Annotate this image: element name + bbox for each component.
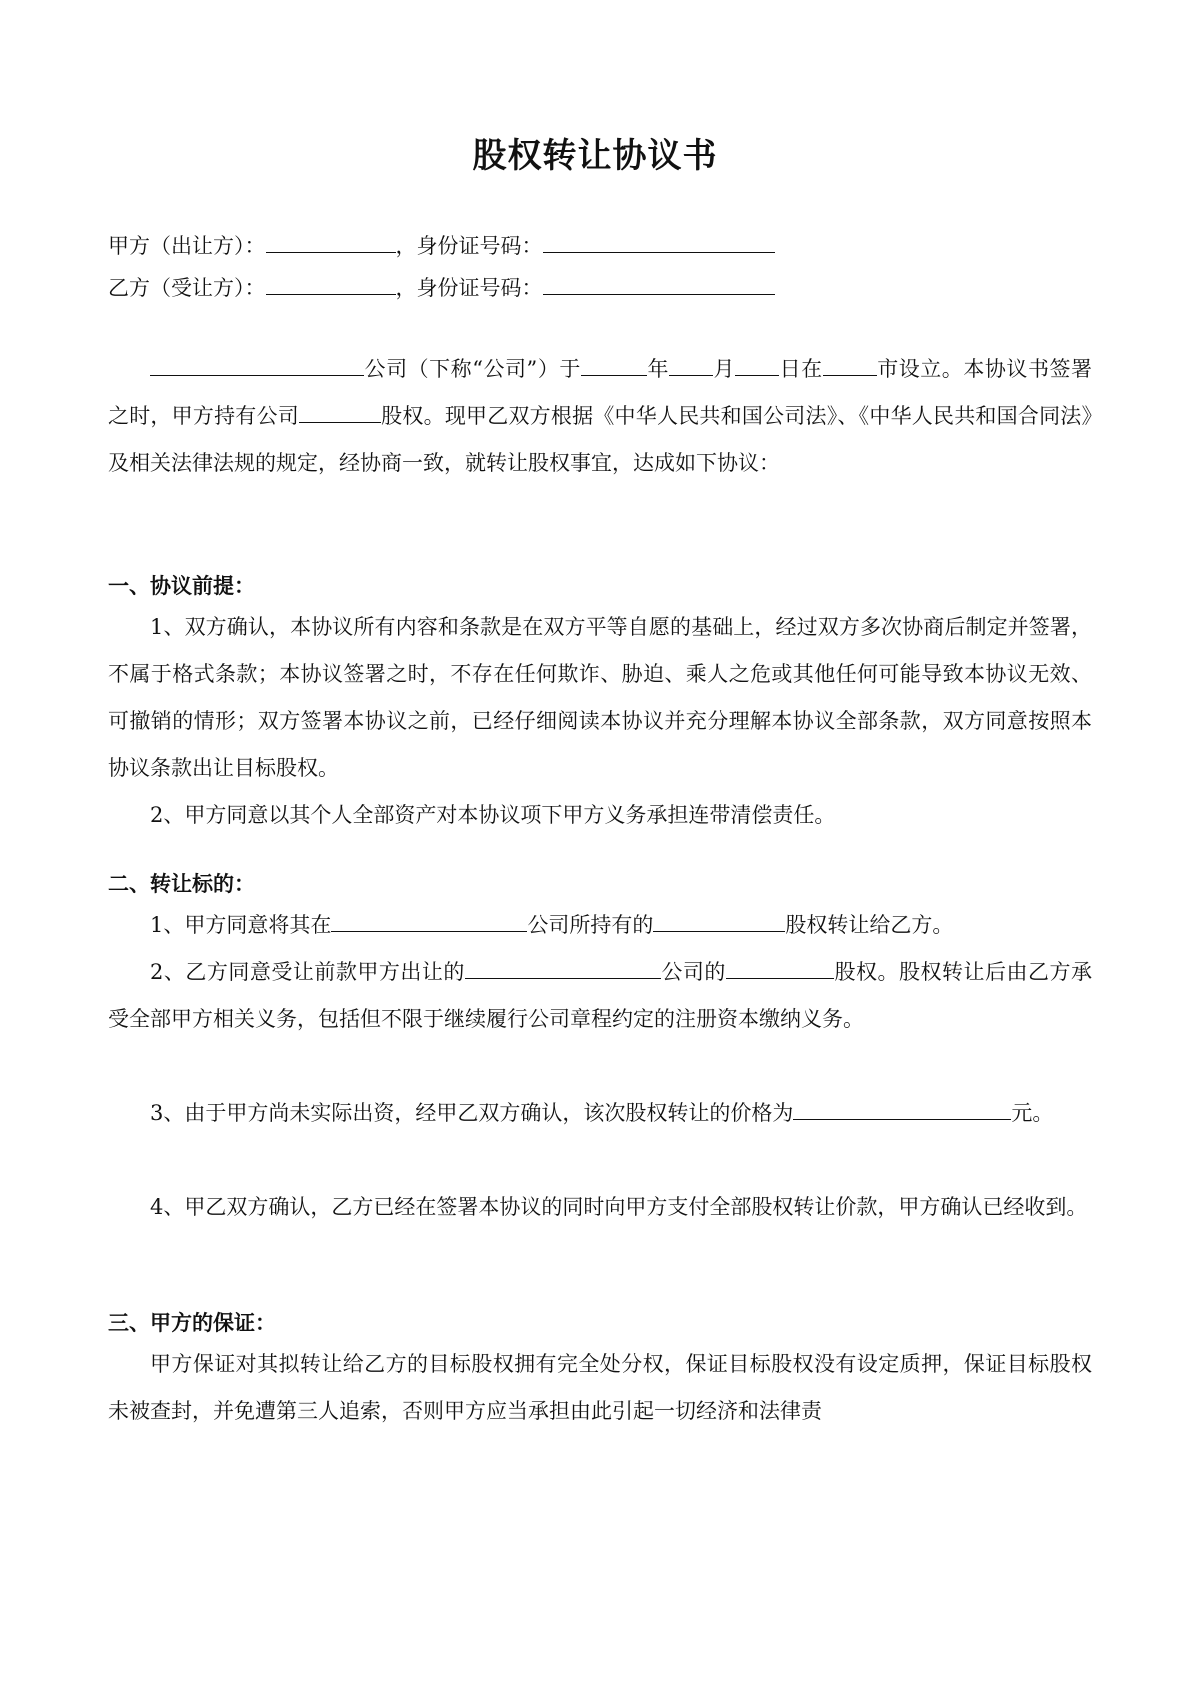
clause-2-1-text-c: 股权转让给乙方。: [785, 913, 954, 937]
clause-2-3-text-a: 3、由于甲方尚未实际出资，经甲乙双方确认，该次股权转让的价格为: [150, 1101, 794, 1125]
section-1-heading: 一、协议前提：: [108, 573, 255, 598]
party-b-id-label: 身份证号码：: [416, 276, 543, 300]
party-b-line: [108, 274, 775, 302]
day-blank[interactable]: [735, 355, 779, 376]
city-blank[interactable]: [823, 355, 877, 376]
intro-text-3: 月: [712, 357, 736, 381]
party-b-sep: ，: [395, 276, 417, 300]
intro-text-4: 日在: [779, 357, 823, 381]
intro-paragraph: [108, 346, 1092, 487]
company-name-blank[interactable]: [150, 355, 364, 376]
price-blank-2[interactable]: [969, 1099, 1011, 1120]
accept-equity-blank[interactable]: [726, 958, 834, 979]
party-a-sep: ，: [395, 234, 417, 258]
intro-text-6: 股权。现甲乙双方根据《中华人民共和国公司法》、《中华人民共和国合同法》及相关法律法规的规定，经协商一致，就转让股权事宜，达成如下协议：: [108, 404, 1093, 475]
clause-2-3-text-b: 元。: [1011, 1101, 1054, 1125]
price-blank-1[interactable]: [793, 1099, 969, 1120]
equity-ratio-blank[interactable]: [299, 402, 381, 423]
section-2-clause-2: [108, 949, 1092, 1043]
section-2-clause-1: [108, 902, 1092, 949]
clause-2-2-text-c: 股权。股权转让后由乙方承受全部甲方相关义务，包括但不限于继续履行公司章程约定的注册资本缴纳义务。: [108, 960, 1093, 1031]
section-1-clause-2: 2、甲方同意以其个人全部资产对本协议项下甲方义务承担连带清偿责任。: [150, 803, 836, 827]
section-2-clause-3: [108, 1090, 1092, 1137]
party-a-id-blank[interactable]: [543, 232, 775, 253]
clause-2-2-text-a: 2、乙方同意受让前款甲方出让的: [150, 960, 465, 984]
section-1-clause-1: 1、双方确认，本协议所有内容和条款是在双方平等自愿的基础上，经过双方多次协商后制定并签署，不属于格式条款；本协议签署之时，不存在任何欺诈、胁迫、乘人之危或其他任何可能导致本协议无效、可撤销的情形；双方签署本协议之前，已经仔细阅读本协议并充分理解本协议全部条款，双方同意按照本协议条款出让目标股权。: [108, 615, 1092, 780]
clause-2-1-text-a: 1、甲方同意将其在: [150, 913, 332, 937]
document-title: 股权转让协议书: [472, 136, 718, 176]
section-3-heading: 三、甲方的保证：: [108, 1310, 276, 1335]
party-b-name-blank[interactable]: [266, 274, 396, 295]
party-b-label: 乙方（受让方）：: [108, 276, 266, 300]
party-b-id-blank[interactable]: [543, 274, 775, 295]
clause-2-2-text-b: 公司的: [660, 960, 726, 984]
intro-text-5: 市设立。本协议书签署之时，甲方持有公司: [108, 357, 1093, 428]
transfer-company-blank[interactable]: [331, 911, 527, 932]
month-blank[interactable]: [669, 355, 713, 376]
intro-text-1: 公司（下称“公司”）于: [364, 357, 581, 381]
year-blank[interactable]: [581, 355, 647, 376]
section-2-clause-4: 4、甲乙双方确认，乙方已经在签署本协议的同时向甲方支付全部股权转让价款，甲方确认已经收到。: [150, 1195, 1088, 1219]
accept-company-blank[interactable]: [465, 958, 661, 979]
party-a-label: 甲方（出让方）：: [108, 234, 266, 258]
party-a-name-blank[interactable]: [266, 232, 396, 253]
section-2-heading: 二、转让标的：: [108, 871, 255, 896]
intro-text-2: 年: [646, 357, 669, 381]
party-a-id-label: 身份证号码：: [416, 234, 543, 258]
party-a-line: [108, 232, 775, 260]
transfer-equity-blank[interactable]: [653, 911, 785, 932]
clause-2-1-text-b: 公司所持有的: [527, 913, 654, 937]
section-3-paragraph: 甲方保证对其拟转让给乙方的目标股权拥有完全处分权，保证目标股权没有设定质押，保证目标股权未被查封，并免遭第三人追索，否则甲方应当承担由此引起一切经济和法律责: [108, 1352, 1092, 1423]
